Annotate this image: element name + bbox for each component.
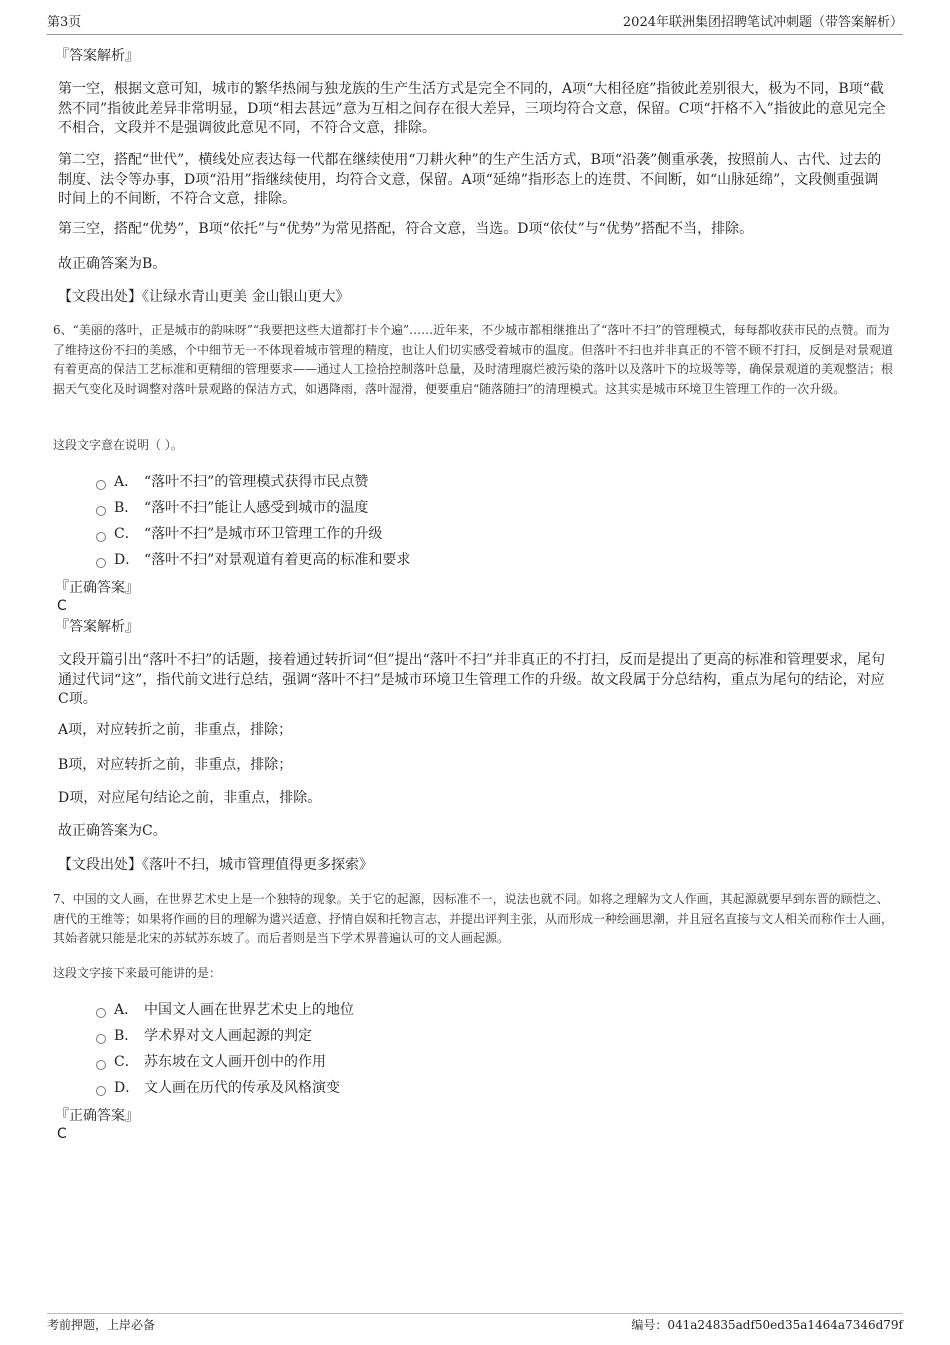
option-letter: B． (114, 500, 139, 516)
analysis-paragraph-2: 第二空，搭配“世代”，横线处应表达每一代都在继续使用“刀耕火种”的生产生活方式，B项“沿袭”侧重承袭，按照前人、古代、过去的制度、法令等办事，D项“沿用”指继续使用，均符合文意，保留。A项“延绵”指形态上的连贯、不间断，如“山脉延绵”，文段侧重强调时间上的不间断，不符合文意，排除。 (58, 152, 882, 207)
option-text: 中国文人画在世界艺术史上的地位 (144, 1002, 354, 1018)
question-7-option-a[interactable] (96, 1000, 354, 1020)
radio-button-icon[interactable] (96, 1034, 106, 1044)
option-letter: B． (114, 1028, 139, 1044)
option-a-note: A项，对应转折之前，非重点，排除； (58, 722, 293, 738)
document-title: 2024年联洲集团招聘笔试冲刺题（带答案解析） (622, 15, 903, 30)
question-6-option-d[interactable] (96, 550, 410, 570)
page-footer (47, 1313, 903, 1338)
option-d-note: D项，对应尾句结论之前，非重点，排除。 (58, 790, 322, 806)
document-id: 编号：041a24835adf50ed35a1464a7346d79f (631, 1318, 903, 1332)
option-text: “落叶不扫”能让人感受到城市的温度 (144, 500, 369, 516)
page-number: 第3页 (47, 15, 82, 30)
option-text: “落叶不扫”是城市环卫管理工作的升级 (144, 526, 383, 542)
question-7-option-b[interactable] (96, 1026, 312, 1046)
option-text: 文人画在历代的传承及风格演变 (144, 1080, 340, 1096)
radio-button-icon[interactable] (96, 532, 106, 542)
radio-button-icon[interactable] (96, 1086, 106, 1096)
analysis-label: 『答案解析』 (55, 619, 139, 635)
analysis-label: 『答案解析』 (55, 48, 139, 64)
question-6-option-a[interactable] (96, 472, 368, 492)
source-citation: 【文段出处】《落叶不扫，城市管理值得更多探索》 (58, 857, 373, 873)
option-b-note: B项，对应转折之前，非重点，排除； (58, 757, 293, 773)
option-text: “落叶不扫”的管理模式获得市民点赞 (144, 474, 369, 490)
radio-button-icon[interactable] (96, 1060, 106, 1070)
source-citation: 【文段出处】《让绿水青山更美 金山银山更大》 (58, 289, 350, 305)
correct-answer-label: 『正确答案』 (55, 580, 139, 596)
correct-answer: C (57, 598, 67, 614)
option-text: 苏东坡在文人画开创中的作用 (144, 1054, 326, 1070)
analysis-paragraph-1: 第一空，根据文意可知，城市的繁华热闹与独龙族的生产生活方式是完全不同的，A项“大相径庭”指彼此差别很大，极为不同，B项“截然不同”指彼此差异非常明显，D项“相去甚远”意为互相之间存在很大差异，三项均符合文意，保留。C项“扞格不入”指彼此的意见完全不相合，文段并不是强调彼此意见不同，不符合文意，排除。 (58, 81, 886, 136)
radio-button-icon[interactable] (96, 1008, 106, 1018)
question-7-prompt: 这段文字接下来最可能讲的是： (53, 966, 222, 980)
question-6-stem: 6、“美丽的落叶，正是城市的韵味呀”“我要把这些大道都打卡个遍”……近年来，不少城市都相继推出了“落叶不扫”的管理模式，每每都收获市民的点赞。而为了维持这份不扫的美感，个中细节无一不体现着城市管理的精度，也让人们切实感受着城市的温度。但落叶不扫也并非真正的不管不顾不打扫，反倒是对景观道有着更高的保洁工艺标准和更精细的管理要求——通过人工捡拾控制落叶总量，及时清理腐烂被污染的落叶以及落叶下的垃圾等等，确保景观道的美观整洁；根据天气变化及时调整对落叶景观路的保洁方式，如遇降雨，落叶湿滑，便要重启“随落随扫”的清理模式。这其实是城市环境卫生管理工作的一次升级。 (53, 323, 894, 396)
option-letter: D． (114, 552, 140, 568)
option-letter: A． (114, 1002, 139, 1018)
analysis-paragraph-3: 第三空，搭配“优势”，B项“依托”与“优势”为常见搭配，符合文意，当选。D项“依仗”与“优势”搭配不当，排除。 (58, 221, 754, 237)
question-7-option-c[interactable] (96, 1052, 326, 1072)
page-header (47, 12, 903, 35)
correct-answer-label: 『正确答案』 (55, 1108, 139, 1124)
option-letter: A． (114, 474, 139, 490)
radio-button-icon[interactable] (96, 480, 106, 490)
answer-conclusion: 故正确答案为B。 (58, 256, 167, 272)
question-6-prompt: 这段文字意在说明（ ）。 (53, 438, 183, 452)
question-7-stem: 7、中国的文人画，在世界艺术史上是一个独特的现象。关于它的起源，因标准不一，说法也就不同。如将之理解为文人作画，其起源就要早到东晋的顾恺之、唐代的王维等；如果将作画的目的理解为遣兴适意、抒情自娱和托物言志，并提出评判主张，从而形成一种绘画思潮，并且冠名直接与文人相关而称作士人画，其始者就只能是北宋的苏轼苏东坡了。而后者则是当下学术界普遍认可的文人画起源。 (53, 892, 894, 945)
question-7-option-d[interactable] (96, 1078, 340, 1098)
option-letter: C． (114, 1054, 139, 1070)
option-text: “落叶不扫”对景观道有着更高的标准和要求 (144, 552, 411, 568)
question-6-option-c[interactable] (96, 524, 382, 544)
option-letter: D． (114, 1080, 140, 1096)
radio-button-icon[interactable] (96, 558, 106, 568)
question-6-analysis: 文段开篇引出“落叶不扫”的话题，接着通过转折词“但”提出“落叶不扫”并非真正的不打扫，反而是提出了更高的标准和管理要求，尾句通过代词“这”，指代前文进行总结，强调“落叶不扫”是城市环境卫生管理工作的升级。故文段属于分总结构，重点为尾句的结论，对应C项。 (58, 652, 885, 707)
correct-answer: C (57, 1126, 67, 1142)
radio-button-icon[interactable] (96, 506, 106, 516)
option-letter: C． (114, 526, 139, 542)
question-6-option-b[interactable] (96, 498, 368, 518)
option-text: 学术界对文人画起源的判定 (144, 1028, 312, 1044)
footer-slogan: 考前押题，上岸必备 (47, 1318, 156, 1332)
answer-conclusion: 故正确答案为C。 (58, 823, 167, 839)
